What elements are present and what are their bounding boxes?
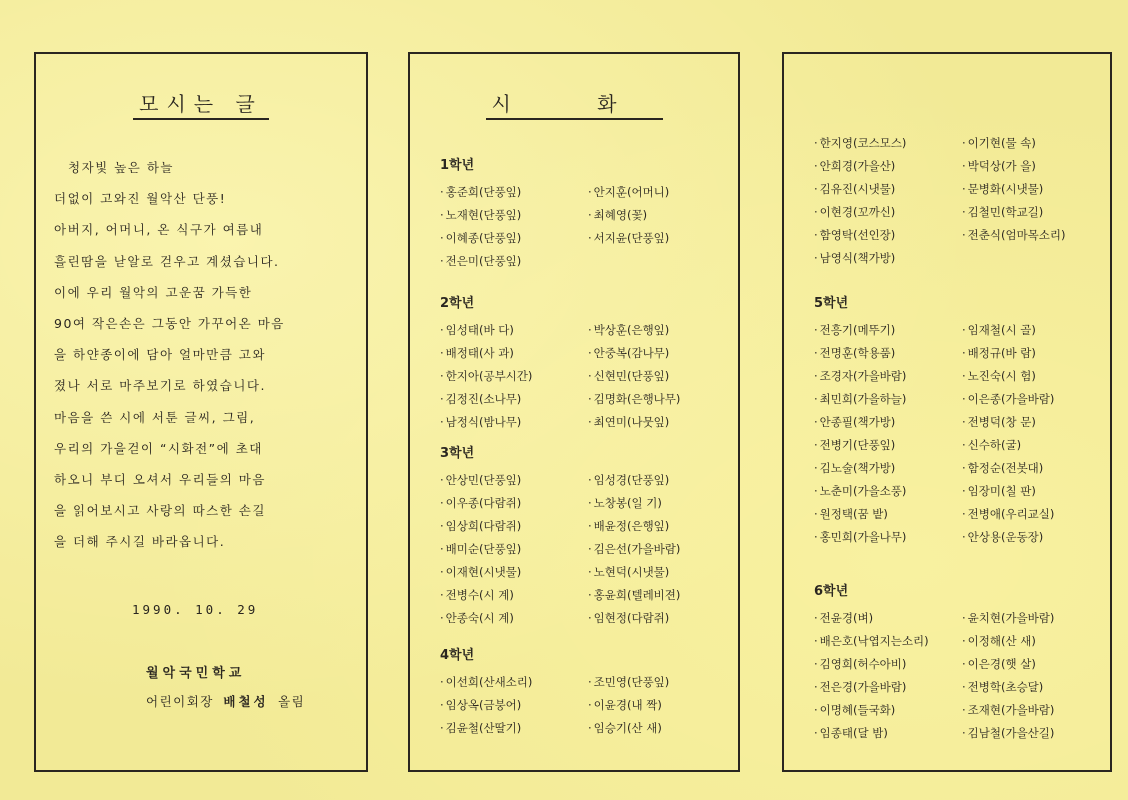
poem-entry-text: 조경자(가을바람) <box>819 369 907 383</box>
poem-entry-text: 배정태(사 과) <box>445 346 514 360</box>
poem-entry <box>962 224 1110 247</box>
poem-entry-text: 안종필(책가방) <box>819 415 896 429</box>
bullet-dot: · <box>440 473 444 487</box>
grade-4-entries <box>440 671 740 740</box>
poem-list-continued-panel <box>782 52 1112 772</box>
bullet-dot: · <box>588 565 592 579</box>
bullet-dot: · <box>814 680 818 694</box>
bullet-dot: · <box>440 231 444 245</box>
poem-entry-text: 이선희(산새소리) <box>445 675 533 689</box>
poem-entry-text: 김윤철(산딸기) <box>445 721 522 735</box>
poem-entry-text: 이현경(꼬까신) <box>819 205 896 219</box>
poem-entry-text: 전병기(단풍잎) <box>819 438 896 452</box>
bullet-dot: · <box>962 530 966 544</box>
poem-list-panel <box>408 52 740 772</box>
bullet-dot: · <box>814 251 818 265</box>
poem-entry <box>814 722 962 745</box>
poem-entry-text: 전병애(우리교실) <box>967 507 1055 521</box>
poem-entry-text: 이명혜(들국화) <box>819 703 896 717</box>
poem-entry <box>588 319 736 342</box>
bullet-dot: · <box>962 484 966 498</box>
poem-entry-text: 윤치현(가을바람) <box>967 611 1055 625</box>
poem-entry <box>440 388 588 411</box>
letter-line: 아버지, 어머니, 온 식구가 여름내 <box>54 222 264 238</box>
bullet-dot: · <box>814 205 818 219</box>
bullet-dot: · <box>962 369 966 383</box>
poem-entry-text: 노춘미(가을소풍) <box>819 484 907 498</box>
bullet-dot: · <box>440 392 444 406</box>
poem-entry-text: 배정규(바 람) <box>967 346 1036 360</box>
bullet-dot: · <box>962 461 966 475</box>
poem-entry-text: 이은종(가을바람) <box>967 392 1055 406</box>
poem-entry <box>588 204 736 227</box>
poem-entry-text: 김노술(책가방) <box>819 461 896 475</box>
invitation-panel <box>34 52 368 772</box>
poem-entry-text: 전병수(시 계) <box>445 588 514 602</box>
poem-entry-text: 이기현(물 속) <box>967 136 1036 150</box>
poem-entry <box>588 469 736 492</box>
poem-entry <box>588 411 736 434</box>
grade-5-entries <box>814 319 1114 549</box>
bullet-dot: · <box>588 323 592 337</box>
bullet-dot: · <box>440 721 444 735</box>
poem-entry-text: 임장미(칠 판) <box>967 484 1036 498</box>
bullet-dot: · <box>814 726 818 740</box>
invitation-letter <box>54 152 352 558</box>
bullet-dot: · <box>588 519 592 533</box>
bullet-dot: · <box>588 208 592 222</box>
poem-entry <box>814 365 962 388</box>
poem-entry-text: 전흥기(메뚜기) <box>819 323 896 337</box>
bullet-dot: · <box>814 657 818 671</box>
grade-6-entries <box>814 607 1114 745</box>
poem-entry <box>440 694 588 717</box>
poem-entry <box>814 630 962 653</box>
bullet-dot: · <box>962 228 966 242</box>
poem-entry <box>962 480 1110 503</box>
poem-entry <box>814 699 962 722</box>
poem-entry-text: 전윤경(벼) <box>819 611 874 625</box>
letter-line: 마음을 쓴 시에 서툰 글씨, 그림, <box>54 409 256 425</box>
grade-1-label: 1학년 <box>440 158 475 173</box>
poem-entry <box>588 607 736 630</box>
poem-entry <box>962 342 1110 365</box>
poem-entry <box>440 204 588 227</box>
poem-entry-text: 배은호(낙엽지는소리) <box>819 634 929 648</box>
bullet-dot: · <box>962 136 966 150</box>
poem-entry <box>588 181 736 204</box>
poem-entry <box>962 630 1110 653</box>
poem-entry-text: 전은미(단풍잎) <box>445 254 522 268</box>
grade-5-label: 5학년 <box>814 296 849 311</box>
letter-line: 청자빛 높은 하늘 <box>68 160 174 175</box>
bullet-dot: · <box>440 698 444 712</box>
poem-entry <box>440 469 588 492</box>
poem-entry-text: 문병화(시냇물) <box>967 182 1044 196</box>
poem-exhibition-title: 시 화 <box>410 88 738 117</box>
bullet-dot: · <box>440 542 444 556</box>
bullet-dot: · <box>588 473 592 487</box>
school-name: 월악국민학교 <box>146 666 246 681</box>
grade-3-entries <box>440 469 740 630</box>
bullet-dot: · <box>440 208 444 222</box>
poem-entry <box>440 671 588 694</box>
grade-6-label: 6학년 <box>814 584 849 599</box>
signature <box>146 692 305 710</box>
poem-entry-text: 박덕상(가 을) <box>967 159 1036 173</box>
poem-entry-text: 신수하(굴) <box>967 438 1022 452</box>
poem-entry-text: 안상용(운동장) <box>967 530 1044 544</box>
bullet-dot: · <box>814 346 818 360</box>
bullet-dot: · <box>588 588 592 602</box>
poem-entry <box>440 717 588 740</box>
poem-entry <box>962 155 1110 178</box>
poem-entry <box>814 653 962 676</box>
bullet-dot: · <box>588 675 592 689</box>
poem-entry <box>440 584 588 607</box>
bullet-dot: · <box>814 438 818 452</box>
bullet-dot: · <box>440 415 444 429</box>
poem-entry <box>814 155 962 178</box>
bullet-dot: · <box>440 369 444 383</box>
bullet-dot: · <box>962 205 966 219</box>
poem-entry <box>588 584 736 607</box>
poem-entry-text: 김유진(시냇물) <box>819 182 896 196</box>
poem-entry <box>962 653 1110 676</box>
grade-2-entries <box>440 319 740 434</box>
poem-entry <box>814 201 962 224</box>
poem-entry-text: 안희경(가을산) <box>819 159 896 173</box>
poem-entry-text: 임재철(시 골) <box>967 323 1036 337</box>
poem-entry <box>588 388 736 411</box>
letter-line: 우리의 가을걷이 “시화전”에 초대 <box>54 440 263 456</box>
bullet-dot: · <box>440 254 444 268</box>
bullet-dot: · <box>588 185 592 199</box>
poem-entry-text: 노창봉(일 기) <box>593 496 662 510</box>
poem-entry <box>588 538 736 561</box>
bullet-dot: · <box>588 392 592 406</box>
poem-entry <box>440 250 588 273</box>
poem-entry <box>814 247 962 270</box>
poem-entry-text: 홍민희(가을나무) <box>819 530 907 544</box>
poem-entry <box>962 607 1110 630</box>
poem-entry-text: 최혜영(꽃) <box>593 208 648 222</box>
letter-line: 이에 우리 월악의 고운꿈 가득한 <box>54 284 253 300</box>
poem-entry-text: 임상옥(금붕어) <box>445 698 522 712</box>
letter-line: 을 더해 주시길 바라옵니다. <box>54 534 226 550</box>
bullet-dot: · <box>440 611 444 625</box>
poem-entry-text: 한지아(공부시간) <box>445 369 533 383</box>
grade-4-continued-entries <box>814 132 1114 270</box>
poem-entry-text: 안상민(단풍잎) <box>445 473 522 487</box>
bullet-dot: · <box>814 415 818 429</box>
poem-entry-text: 안중복(감나무) <box>593 346 670 360</box>
bullet-dot: · <box>440 565 444 579</box>
bullet-dot: · <box>814 228 818 242</box>
poem-entry-text: 김철민(학교길) <box>967 205 1044 219</box>
signature-role: 어린이회장 <box>146 694 214 709</box>
poem-entry <box>588 342 736 365</box>
letter-line: 90여 작은손은 그동안 가꾸어온 마음 <box>54 316 285 332</box>
bullet-dot: · <box>962 346 966 360</box>
poem-entry-text: 이혜종(단풍잎) <box>445 231 522 245</box>
poem-entry <box>962 699 1110 722</box>
poem-entry <box>440 342 588 365</box>
poem-entry <box>440 365 588 388</box>
poem-entry-text: 한지영(코스모스) <box>819 136 907 150</box>
bullet-dot: · <box>440 496 444 510</box>
bullet-dot: · <box>962 415 966 429</box>
bullet-dot: · <box>962 703 966 717</box>
bullet-dot: · <box>962 611 966 625</box>
bullet-dot: · <box>814 369 818 383</box>
poem-entry-text: 최민희(가을하늘) <box>819 392 907 406</box>
poem-entry <box>588 694 736 717</box>
poem-entry <box>814 319 962 342</box>
bullet-dot: · <box>814 634 818 648</box>
poem-entry <box>588 671 736 694</box>
bullet-dot: · <box>814 703 818 717</box>
poem-entry-text: 임승기(산 새) <box>593 721 662 735</box>
poem-entry <box>588 717 736 740</box>
bullet-dot: · <box>588 611 592 625</box>
poem-entry-text: 노재현(단풍잎) <box>445 208 522 222</box>
bullet-dot: · <box>962 657 966 671</box>
letter-line: 하오니 부디 오셔서 우리들의 마음 <box>54 472 266 488</box>
poem-entry <box>440 607 588 630</box>
bullet-dot: · <box>440 346 444 360</box>
poem-entry-text: 김명화(은행나무) <box>593 392 681 406</box>
bullet-dot: · <box>588 231 592 245</box>
bullet-dot: · <box>440 588 444 602</box>
poem-entry <box>440 181 588 204</box>
signature-name: 배철성 <box>223 694 269 709</box>
poem-entry <box>814 178 962 201</box>
grade-3-label: 3학년 <box>440 446 475 461</box>
poem-entry <box>962 319 1110 342</box>
poem-entry <box>814 388 962 411</box>
bullet-dot: · <box>588 496 592 510</box>
bullet-dot: · <box>440 185 444 199</box>
poem-entry-text: 김정진(소나무) <box>445 392 522 406</box>
poem-entry-text: 이우종(다람쥐) <box>445 496 522 510</box>
poem-entry <box>814 434 962 457</box>
bullet-dot: · <box>962 392 966 406</box>
bullet-dot: · <box>440 323 444 337</box>
bullet-dot: · <box>962 726 966 740</box>
poem-entry <box>814 411 962 434</box>
bullet-dot: · <box>814 507 818 521</box>
poem-entry <box>814 676 962 699</box>
poem-entry <box>962 178 1110 201</box>
poem-entry-text: 최연미(나뭇잎) <box>593 415 670 429</box>
poem-entry <box>588 365 736 388</box>
grade-4-label: 4학년 <box>440 648 475 663</box>
bullet-dot: · <box>814 136 818 150</box>
bullet-dot: · <box>962 680 966 694</box>
poem-entry <box>962 457 1110 480</box>
poem-entry-text: 임성경(단풍잎) <box>593 473 670 487</box>
poem-entry <box>588 561 736 584</box>
poem-entry <box>588 492 736 515</box>
grade-2-label: 2학년 <box>440 296 475 311</box>
bullet-dot: · <box>814 461 818 475</box>
poem-entry-text: 홍준희(단풍잎) <box>445 185 522 199</box>
poem-entry-text: 이정해(산 새) <box>967 634 1036 648</box>
bullet-dot: · <box>814 323 818 337</box>
poem-entry-text: 함정순(전봇대) <box>967 461 1044 475</box>
bullet-dot: · <box>588 698 592 712</box>
poem-entry <box>440 492 588 515</box>
poem-entry-text: 조민영(단풍잎) <box>593 675 670 689</box>
poem-entry-text: 전병덕(창 문) <box>967 415 1036 429</box>
bullet-dot: · <box>814 530 818 544</box>
poem-entry-text: 조재현(가을바람) <box>967 703 1055 717</box>
poem-entry <box>440 515 588 538</box>
poem-entry-text: 전명훈(학용품) <box>819 346 896 360</box>
poem-entry-text: 홍윤희(텔레비젼) <box>593 588 681 602</box>
poem-entry <box>814 607 962 630</box>
bullet-dot: · <box>588 542 592 556</box>
poem-entry-text: 안종숙(시 계) <box>445 611 514 625</box>
poem-entry <box>962 132 1110 155</box>
poem-entry-text: 노진숙(시 험) <box>967 369 1036 383</box>
bullet-dot: · <box>814 392 818 406</box>
bullet-dot: · <box>962 323 966 337</box>
letter-line: 졌나 서로 마주보기로 하였습니다. <box>54 378 266 394</box>
poem-entry-text: 원정택(꿈 밭) <box>819 507 888 521</box>
bullet-dot: · <box>962 634 966 648</box>
poem-entry <box>440 538 588 561</box>
poem-entry <box>814 342 962 365</box>
poem-entry-text: 임종태(달 밤) <box>819 726 888 740</box>
poem-entry <box>814 526 962 549</box>
bullet-dot: · <box>440 519 444 533</box>
bullet-dot: · <box>814 159 818 173</box>
poem-entry-text: 임상희(다람쥐) <box>445 519 522 533</box>
poem-entry <box>962 676 1110 699</box>
poem-entry-text: 전병학(초승달) <box>967 680 1044 694</box>
poem-entry-text: 이윤경(내 짝) <box>593 698 662 712</box>
poem-entry <box>440 227 588 250</box>
poem-entry <box>962 526 1110 549</box>
poem-entry-text: 이은경(햇 살) <box>967 657 1036 671</box>
poem-entry <box>814 457 962 480</box>
bullet-dot: · <box>440 675 444 689</box>
bullet-dot: · <box>962 438 966 452</box>
poem-entry <box>962 201 1110 224</box>
poem-entry-text: 배미순(단풍잎) <box>445 542 522 556</box>
poem-entry-text: 남정식(밤나무) <box>445 415 522 429</box>
bullet-dot: · <box>962 182 966 196</box>
poem-entry-text: 함영탁(선인장) <box>819 228 896 242</box>
poem-entry-text: 김남철(가을산길) <box>967 726 1055 740</box>
poem-entry <box>814 480 962 503</box>
invitation-date: 1990. 10. 29 <box>132 602 259 617</box>
poem-entry <box>440 561 588 584</box>
bullet-dot: · <box>962 507 966 521</box>
bullet-dot: · <box>814 182 818 196</box>
bullet-dot: · <box>588 415 592 429</box>
poem-entry <box>814 132 962 155</box>
poem-entry <box>814 224 962 247</box>
signature-suffix: 올림 <box>278 694 306 709</box>
poem-entry <box>814 503 962 526</box>
poem-entry-text: 신현민(단풍잎) <box>593 369 670 383</box>
poem-entry <box>440 411 588 434</box>
poem-entry <box>962 365 1110 388</box>
poem-entry-text: 임성태(바 다) <box>445 323 514 337</box>
invitation-title: 모시는 글 <box>36 88 366 117</box>
grade-1-entries <box>440 181 740 273</box>
bullet-dot: · <box>814 611 818 625</box>
poem-entry <box>962 434 1110 457</box>
poem-entry-text: 전은경(가을바람) <box>819 680 907 694</box>
poem-entry-text: 이재현(시냇물) <box>445 565 522 579</box>
bullet-dot: · <box>588 721 592 735</box>
letter-line: 더없이 고와진 월악산 단풍! <box>54 191 227 207</box>
poem-entry <box>962 722 1110 745</box>
poem-entry-text: 김은선(가을바람) <box>593 542 681 556</box>
bullet-dot: · <box>962 159 966 173</box>
letter-line: 을 하얀종이에 담아 얼마만큼 고와 <box>54 347 266 363</box>
poem-entry <box>962 388 1110 411</box>
poem-entry <box>588 515 736 538</box>
poem-entry-text: 안지훈(어머니) <box>593 185 670 199</box>
poem-entry-text: 임현정(다람쥐) <box>593 611 670 625</box>
poem-entry <box>962 503 1110 526</box>
poem-entry-text: 박상훈(은행잎) <box>593 323 670 337</box>
poem-entry-text: 전춘식(엄마목소리) <box>967 228 1066 242</box>
poem-entry <box>588 227 736 250</box>
letter-line: 흘린땀을 낟알로 걷우고 계셨습니다. <box>54 253 280 269</box>
bullet-dot: · <box>588 369 592 383</box>
poem-entry <box>440 319 588 342</box>
bullet-dot: · <box>814 484 818 498</box>
bullet-dot: · <box>588 346 592 360</box>
poem-entry-text: 서지윤(단풍잎) <box>593 231 670 245</box>
poem-entry-text: 노현덕(시냇물) <box>593 565 670 579</box>
poem-entry-text: 남영식(책가방) <box>819 251 896 265</box>
poem-entry-text: 김영희(허수아비) <box>819 657 907 671</box>
letter-line: 을 읽어보시고 사랑의 따스한 손길 <box>54 503 266 519</box>
poem-entry-text: 배윤정(은행잎) <box>593 519 670 533</box>
poem-entry <box>962 411 1110 434</box>
